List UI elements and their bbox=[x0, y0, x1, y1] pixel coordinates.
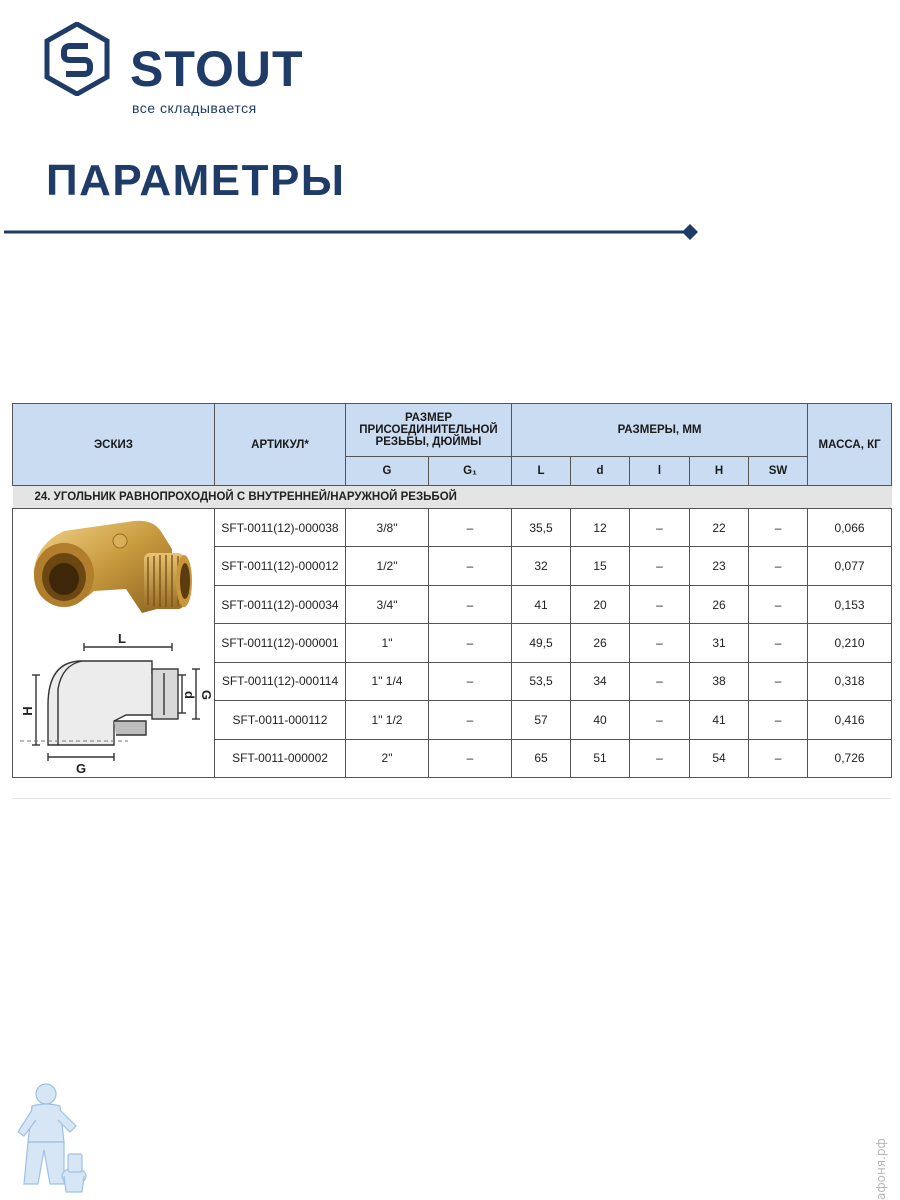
technical-drawing bbox=[20, 643, 200, 761]
title-divider bbox=[4, 222, 704, 242]
elbow-fitting-drawing bbox=[14, 509, 214, 777]
cell-g1: – bbox=[429, 662, 512, 700]
header-article: АРТИКУЛ* bbox=[215, 404, 346, 486]
cell-mass: 0,726 bbox=[808, 739, 892, 777]
cell-mass: 0,210 bbox=[808, 624, 892, 662]
cell-L: 57 bbox=[512, 701, 571, 739]
cell-article: SFT-0011(12)-000012 bbox=[215, 547, 346, 585]
cell-l: – bbox=[630, 662, 690, 700]
header-dimensions: РАЗМЕРЫ, ММ bbox=[512, 404, 808, 457]
cell-H: 22 bbox=[690, 509, 749, 547]
cell-L: 35,5 bbox=[512, 509, 571, 547]
cell-L: 41 bbox=[512, 585, 571, 623]
plumber-mascot-icon bbox=[10, 1080, 88, 1198]
table-footer-strip bbox=[12, 776, 891, 799]
sketch-label-d: d bbox=[181, 691, 197, 699]
cell-H: 26 bbox=[690, 585, 749, 623]
cell-d: 40 bbox=[571, 701, 630, 739]
cell-mass: 0,077 bbox=[808, 547, 892, 585]
cell-mass: 0,318 bbox=[808, 662, 892, 700]
cell-l: – bbox=[630, 624, 690, 662]
cell-l: – bbox=[630, 739, 690, 777]
cell-mass: 0,153 bbox=[808, 585, 892, 623]
parameters-table bbox=[12, 403, 892, 778]
cell-L: 49,5 bbox=[512, 624, 571, 662]
sketch-label-L: L bbox=[117, 631, 126, 646]
cell-L: 32 bbox=[512, 547, 571, 585]
cell-l: – bbox=[630, 547, 690, 585]
cell-H: 31 bbox=[690, 624, 749, 662]
sketch-label-H: H bbox=[19, 706, 35, 716]
cell-g: 1" bbox=[346, 624, 429, 662]
cell-g: 1" 1/4 bbox=[346, 662, 429, 700]
cell-g1: – bbox=[429, 701, 512, 739]
table-row bbox=[13, 509, 892, 547]
cell-article: SFT-0011(12)-000001 bbox=[215, 624, 346, 662]
cell-g: 3/8" bbox=[346, 509, 429, 547]
cell-d: 34 bbox=[571, 662, 630, 700]
header-l: l bbox=[630, 457, 690, 486]
cell-H: 38 bbox=[690, 662, 749, 700]
cell-article: SFT-0011-000002 bbox=[215, 739, 346, 777]
sketch-label-G: G bbox=[198, 689, 214, 701]
stout-logo-icon bbox=[44, 22, 110, 96]
page-title: ПАРАМЕТРЫ bbox=[46, 156, 346, 205]
cell-article: SFT-0011(12)-000114 bbox=[215, 662, 346, 700]
cell-g: 3/4" bbox=[346, 585, 429, 623]
cell-SW: – bbox=[749, 509, 808, 547]
header-g: G bbox=[346, 457, 429, 486]
cell-article: SFT-0011-000112 bbox=[215, 701, 346, 739]
fitting-sketch bbox=[14, 509, 214, 777]
cell-H: 23 bbox=[690, 547, 749, 585]
cell-SW: – bbox=[749, 547, 808, 585]
sketch-cell bbox=[13, 509, 215, 778]
cell-L: 53,5 bbox=[512, 662, 571, 700]
header-L: L bbox=[512, 457, 571, 486]
cell-g1: – bbox=[429, 739, 512, 777]
cell-SW: – bbox=[749, 739, 808, 777]
brand-slogan: все складывается bbox=[132, 100, 257, 116]
cell-L: 65 bbox=[512, 739, 571, 777]
cell-g1: – bbox=[429, 585, 512, 623]
cell-d: 26 bbox=[571, 624, 630, 662]
cell-g1: – bbox=[429, 547, 512, 585]
brand-logo bbox=[44, 22, 304, 116]
section-title: 24. УГОЛЬНИК РАВНОПРОХОДНОЙ С ВНУТРЕННЕЙ/НАРУЖНОЙ РЕЗЬБОЙ bbox=[13, 486, 892, 509]
cell-SW: – bbox=[749, 701, 808, 739]
cell-SW: – bbox=[749, 662, 808, 700]
cell-l: – bbox=[630, 509, 690, 547]
header-H: H bbox=[690, 457, 749, 486]
cell-d: 12 bbox=[571, 509, 630, 547]
cell-g1: – bbox=[429, 509, 512, 547]
cell-H: 41 bbox=[690, 701, 749, 739]
cell-article: SFT-0011(12)-000034 bbox=[215, 585, 346, 623]
cell-mass: 0,066 bbox=[808, 509, 892, 547]
cell-d: 15 bbox=[571, 547, 630, 585]
site-watermark: афоня.рф bbox=[874, 1138, 888, 1200]
cell-g1: – bbox=[429, 624, 512, 662]
sketch-label-G-bottom: G bbox=[75, 761, 86, 776]
cell-l: – bbox=[630, 701, 690, 739]
cell-H: 54 bbox=[690, 739, 749, 777]
header-mass: МАССА, КГ bbox=[808, 404, 892, 486]
parameters-table-wrap bbox=[12, 403, 891, 778]
cell-mass: 0,416 bbox=[808, 701, 892, 739]
cell-l: – bbox=[630, 585, 690, 623]
header-g1: G₁ bbox=[429, 457, 512, 486]
cell-SW: – bbox=[749, 585, 808, 623]
header-SW: SW bbox=[749, 457, 808, 486]
header-sketch: ЭСКИЗ bbox=[13, 404, 215, 486]
fitting-photo bbox=[33, 521, 191, 613]
header-thread-size: РАЗМЕР ПРИСОЕДИНИТЕЛЬНОЙ РЕЗЬБЫ, ДЮЙМЫ bbox=[346, 404, 512, 457]
cell-SW: – bbox=[749, 624, 808, 662]
header-d: d bbox=[571, 457, 630, 486]
cell-d: 20 bbox=[571, 585, 630, 623]
cell-g: 1" 1/2 bbox=[346, 701, 429, 739]
cell-g: 1/2" bbox=[346, 547, 429, 585]
cell-g: 2" bbox=[346, 739, 429, 777]
cell-article: SFT-0011(12)-000038 bbox=[215, 509, 346, 547]
brand-name: STOUT bbox=[130, 41, 304, 97]
cell-d: 51 bbox=[571, 739, 630, 777]
